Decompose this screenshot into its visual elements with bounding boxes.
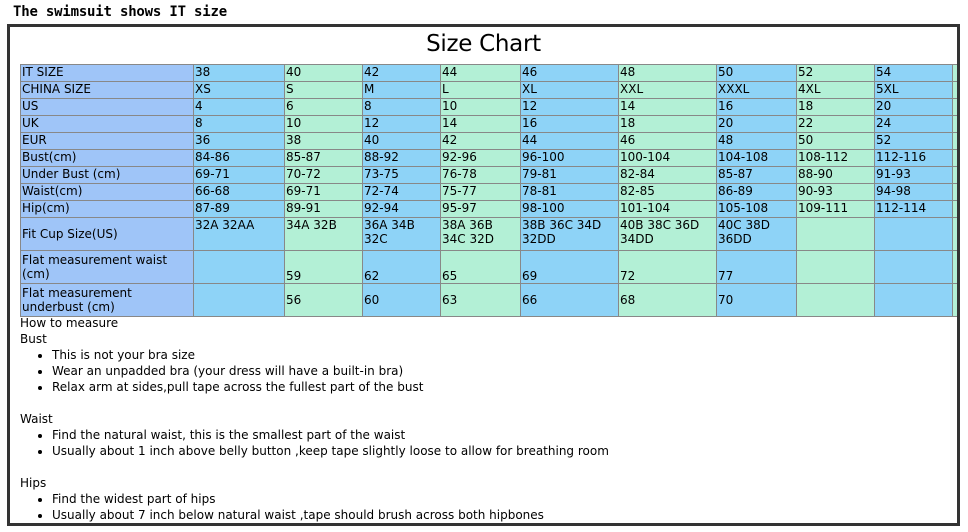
table-cell: 40C 38D 36DD bbox=[717, 218, 797, 251]
table-cell: 109-111 bbox=[797, 201, 875, 218]
table-cell: 101-104 bbox=[619, 201, 717, 218]
table-cell: 52 bbox=[875, 133, 953, 150]
table-cell: 56 bbox=[285, 284, 363, 317]
hips-list bbox=[20, 491, 950, 523]
table-cell: 69-71 bbox=[285, 184, 363, 201]
table-cell-edge bbox=[953, 201, 961, 218]
table-cell: 70-72 bbox=[285, 167, 363, 184]
table-cell bbox=[875, 251, 953, 284]
table-cell: L bbox=[441, 82, 521, 99]
table-row bbox=[21, 150, 961, 167]
table-cell: 40B 38C 36D 34DD bbox=[619, 218, 717, 251]
table-cell bbox=[797, 284, 875, 317]
table-cell: 12 bbox=[521, 99, 619, 116]
table-cell: XXXL bbox=[717, 82, 797, 99]
table-cell: 20 bbox=[717, 116, 797, 133]
table-cell-edge bbox=[953, 167, 961, 184]
table-cell: 88-92 bbox=[363, 150, 441, 167]
table-row bbox=[21, 251, 961, 284]
table-cell-edge bbox=[953, 150, 961, 167]
table-row bbox=[21, 184, 961, 201]
table-cell: 16 bbox=[717, 99, 797, 116]
table-row bbox=[21, 82, 961, 99]
table-cell: 76-78 bbox=[441, 167, 521, 184]
table-cell: 112-116 bbox=[875, 150, 953, 167]
row-label: Under Bust (cm) bbox=[21, 167, 194, 184]
list-item: • Usually about 7 inch below natural waist ,tape should brush across both hipbones bbox=[52, 507, 950, 523]
table-cell: 24 bbox=[875, 116, 953, 133]
table-cell bbox=[194, 251, 285, 284]
table-cell: 68 bbox=[619, 284, 717, 317]
row-label: UK bbox=[21, 116, 194, 133]
table-row bbox=[21, 116, 961, 133]
table-cell: 66-68 bbox=[194, 184, 285, 201]
chart-title: Size Chart bbox=[426, 31, 541, 57]
table-row bbox=[21, 167, 961, 184]
table-cell: M bbox=[363, 82, 441, 99]
list-item: • Find the natural waist, this is the smallest part of the waist bbox=[52, 427, 950, 443]
table-cell: 44 bbox=[441, 65, 521, 82]
table-cell: 100-104 bbox=[619, 150, 717, 167]
list-item: • Usually about 1 inch above belly button ,keep tape slightly loose to allow for breathing room bbox=[52, 443, 950, 459]
table-cell-edge bbox=[953, 116, 961, 133]
list-item: • Find the widest part of hips bbox=[52, 491, 950, 507]
table-cell: 54 bbox=[875, 65, 953, 82]
table-cell: 69 bbox=[521, 251, 619, 284]
table-cell: 52 bbox=[797, 65, 875, 82]
table-cell: 10 bbox=[441, 99, 521, 116]
table-cell: 95-97 bbox=[441, 201, 521, 218]
table-cell: 62 bbox=[363, 251, 441, 284]
row-label: Flat measurement underbust (cm) bbox=[21, 284, 194, 317]
table-cell-edge bbox=[953, 133, 961, 150]
table-cell-edge bbox=[953, 184, 961, 201]
table-cell: 72-74 bbox=[363, 184, 441, 201]
table-row bbox=[21, 218, 961, 251]
table-cell: 82-84 bbox=[619, 167, 717, 184]
bust-list bbox=[20, 347, 950, 395]
table-cell: XXL bbox=[619, 82, 717, 99]
table-cell: 79-81 bbox=[521, 167, 619, 184]
table-cell: 96-100 bbox=[521, 150, 619, 167]
table-cell: 108-112 bbox=[797, 150, 875, 167]
table-cell: 92-96 bbox=[441, 150, 521, 167]
table-cell: 44 bbox=[521, 133, 619, 150]
table-cell: 73-75 bbox=[363, 167, 441, 184]
table-cell: 4XL bbox=[797, 82, 875, 99]
table-cell: 50 bbox=[797, 133, 875, 150]
table-cell: 50 bbox=[717, 65, 797, 82]
table-cell: 40 bbox=[363, 133, 441, 150]
page-heading: The swimsuit shows IT size bbox=[13, 4, 227, 20]
table-cell-edge bbox=[953, 82, 961, 99]
table-cell: 66 bbox=[521, 284, 619, 317]
table-cell: 46 bbox=[521, 65, 619, 82]
table-cell: 5XL bbox=[875, 82, 953, 99]
hips-title: Hips bbox=[20, 476, 47, 490]
table-cell: 91-93 bbox=[875, 167, 953, 184]
table-cell-edge bbox=[953, 251, 961, 284]
table-cell: 77 bbox=[717, 251, 797, 284]
row-label: CHINA SIZE bbox=[21, 82, 194, 99]
table-cell: 38B 36C 34D 32DD bbox=[521, 218, 619, 251]
table-cell: S bbox=[285, 82, 363, 99]
list-item: • This is not your bra size bbox=[52, 347, 950, 363]
list-item: • Relax arm at sides,pull tape across the fullest part of the bust bbox=[52, 379, 950, 395]
table-cell: 84-86 bbox=[194, 150, 285, 167]
table-cell: 32A 32AA bbox=[194, 218, 285, 251]
table-cell: 85-87 bbox=[285, 150, 363, 167]
table-cell: 38 bbox=[194, 65, 285, 82]
table-cell: 40 bbox=[285, 65, 363, 82]
table-cell: 38 bbox=[285, 133, 363, 150]
table-row bbox=[21, 133, 961, 150]
table-cell: 42 bbox=[441, 133, 521, 150]
row-label: IT SIZE bbox=[21, 65, 194, 82]
table-cell: 14 bbox=[619, 99, 717, 116]
table-cell: 48 bbox=[717, 133, 797, 150]
row-label: EUR bbox=[21, 133, 194, 150]
waist-list bbox=[20, 427, 950, 459]
table-cell: 59 bbox=[285, 251, 363, 284]
table-cell: 85-87 bbox=[717, 167, 797, 184]
table-cell: 34A 32B bbox=[285, 218, 363, 251]
table-cell bbox=[875, 218, 953, 251]
table-cell: 18 bbox=[619, 116, 717, 133]
table-cell: 14 bbox=[441, 116, 521, 133]
table-cell: 60 bbox=[363, 284, 441, 317]
table-cell: 46 bbox=[619, 133, 717, 150]
table-cell: 75-77 bbox=[441, 184, 521, 201]
table-cell: 92-94 bbox=[363, 201, 441, 218]
table-cell: XS bbox=[194, 82, 285, 99]
table-cell: 112-114 bbox=[875, 201, 953, 218]
table-cell: 89-91 bbox=[285, 201, 363, 218]
table-row bbox=[21, 201, 961, 218]
notes-intro: How to measure bbox=[20, 316, 119, 330]
row-label: US bbox=[21, 99, 194, 116]
table-cell bbox=[875, 284, 953, 317]
list-item: • Wear an unpadded bra (your dress will have a built-in bra) bbox=[52, 363, 950, 379]
table-cell-edge bbox=[953, 284, 961, 317]
table-cell: 98-100 bbox=[521, 201, 619, 218]
table-row bbox=[21, 65, 961, 82]
table-cell-edge bbox=[953, 65, 961, 82]
table-cell: 87-89 bbox=[194, 201, 285, 218]
table-cell: 69-71 bbox=[194, 167, 285, 184]
size-chart-panel bbox=[7, 24, 960, 526]
table-cell bbox=[194, 284, 285, 317]
table-cell: 18 bbox=[797, 99, 875, 116]
table-cell: 8 bbox=[194, 116, 285, 133]
table-cell: 105-108 bbox=[717, 201, 797, 218]
table-cell: 6 bbox=[285, 99, 363, 116]
table-cell bbox=[797, 218, 875, 251]
table-cell: 65 bbox=[441, 251, 521, 284]
measure-notes bbox=[20, 315, 950, 523]
table-cell: XL bbox=[521, 82, 619, 99]
table-cell: 78-81 bbox=[521, 184, 619, 201]
table-cell-edge bbox=[953, 218, 961, 251]
table-cell: 82-85 bbox=[619, 184, 717, 201]
table-cell: 16 bbox=[521, 116, 619, 133]
row-label: Flat measurement waist (cm) bbox=[21, 251, 194, 284]
bust-title: Bust bbox=[20, 332, 47, 346]
table-cell bbox=[797, 251, 875, 284]
row-label: Hip(cm) bbox=[21, 201, 194, 218]
table-cell: 90-93 bbox=[797, 184, 875, 201]
table-cell: 10 bbox=[285, 116, 363, 133]
table-cell: 48 bbox=[619, 65, 717, 82]
table-cell: 94-98 bbox=[875, 184, 953, 201]
table-row bbox=[21, 284, 961, 317]
table-cell: 12 bbox=[363, 116, 441, 133]
table-cell: 38A 36B 34C 32D bbox=[441, 218, 521, 251]
table-row bbox=[21, 99, 961, 116]
table-cell: 22 bbox=[797, 116, 875, 133]
table-cell: 88-90 bbox=[797, 167, 875, 184]
table-cell: 63 bbox=[441, 284, 521, 317]
table-cell: 86-89 bbox=[717, 184, 797, 201]
table-cell: 70 bbox=[717, 284, 797, 317]
table-cell: 36 bbox=[194, 133, 285, 150]
table-cell: 20 bbox=[875, 99, 953, 116]
waist-title: Waist bbox=[20, 412, 53, 426]
table-cell: 42 bbox=[363, 65, 441, 82]
row-label: Bust(cm) bbox=[21, 150, 194, 167]
row-label: Fit Cup Size(US) bbox=[21, 218, 194, 251]
row-label: Waist(cm) bbox=[21, 184, 194, 201]
size-table bbox=[20, 64, 960, 317]
table-cell: 8 bbox=[363, 99, 441, 116]
table-cell: 72 bbox=[619, 251, 717, 284]
table-cell: 4 bbox=[194, 99, 285, 116]
table-cell: 36A 34B 32C bbox=[363, 218, 441, 251]
table-cell: 104-108 bbox=[717, 150, 797, 167]
table-cell-edge bbox=[953, 99, 961, 116]
